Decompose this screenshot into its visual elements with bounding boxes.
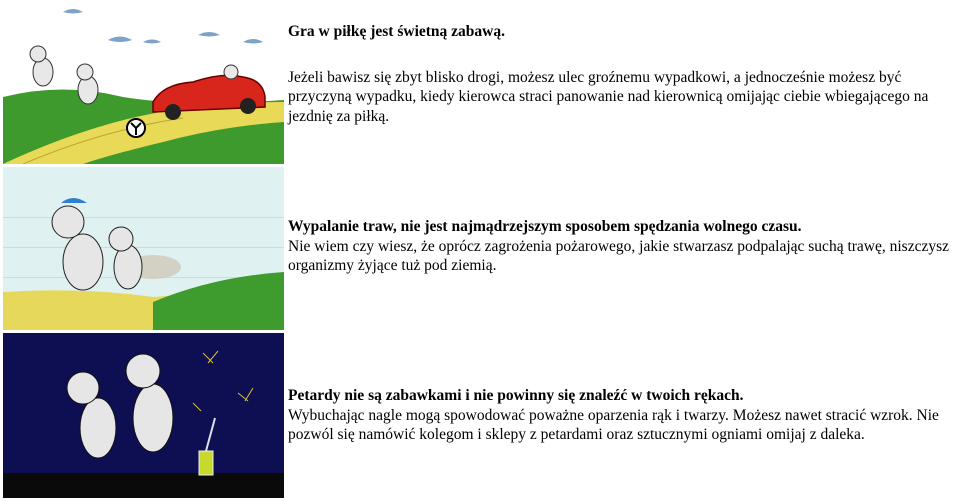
section-body: Jeżeli bawisz się zbyt blisko drogi, możesz ulec groźnemu wypadkowi, a jednocześnie możesz być przyczyną wypadku, kiedy kierowca straci panowanie nad kierownicą omijając ciebie wbiegającego na jezdnię za piłką. [288, 68, 929, 125]
section-body: Wybuchając nagle mogą spowodować poważne oparzenia rąk i twarzy. Możesz nawet stracić wzrok. Nie pozwól się namówić kolegom i sklepy z petardami oraz sztucznymi ogniami omijaj z daleka. [288, 406, 939, 443]
section-body: Nie wiem czy wiesz, że oprócz zagrożenia pożarowego, jakie stwarzasz podpalając suchą trawę, niszczysz organizmy żyjące tuż pod ziemią. [288, 237, 950, 274]
section-firecrackers [288, 386, 956, 445]
mice-fireworks-illustration [3, 333, 284, 498]
section-heading: Gra w piłkę jest świetną zabawą. [288, 23, 505, 40]
section-heading: Wypalanie traw, nie jest najmądrzejszym sposobem spędzania wolnego czasu. [288, 218, 802, 235]
mice-ball-car-illustration [3, 2, 284, 164]
mice-burning-grass-illustration [3, 167, 284, 330]
section-ball-play [288, 22, 956, 126]
section-heading: Petardy nie są zabawkami i nie powinny się znaleźć w twoich rękach. [288, 387, 744, 404]
section-grass-burning [288, 217, 956, 276]
